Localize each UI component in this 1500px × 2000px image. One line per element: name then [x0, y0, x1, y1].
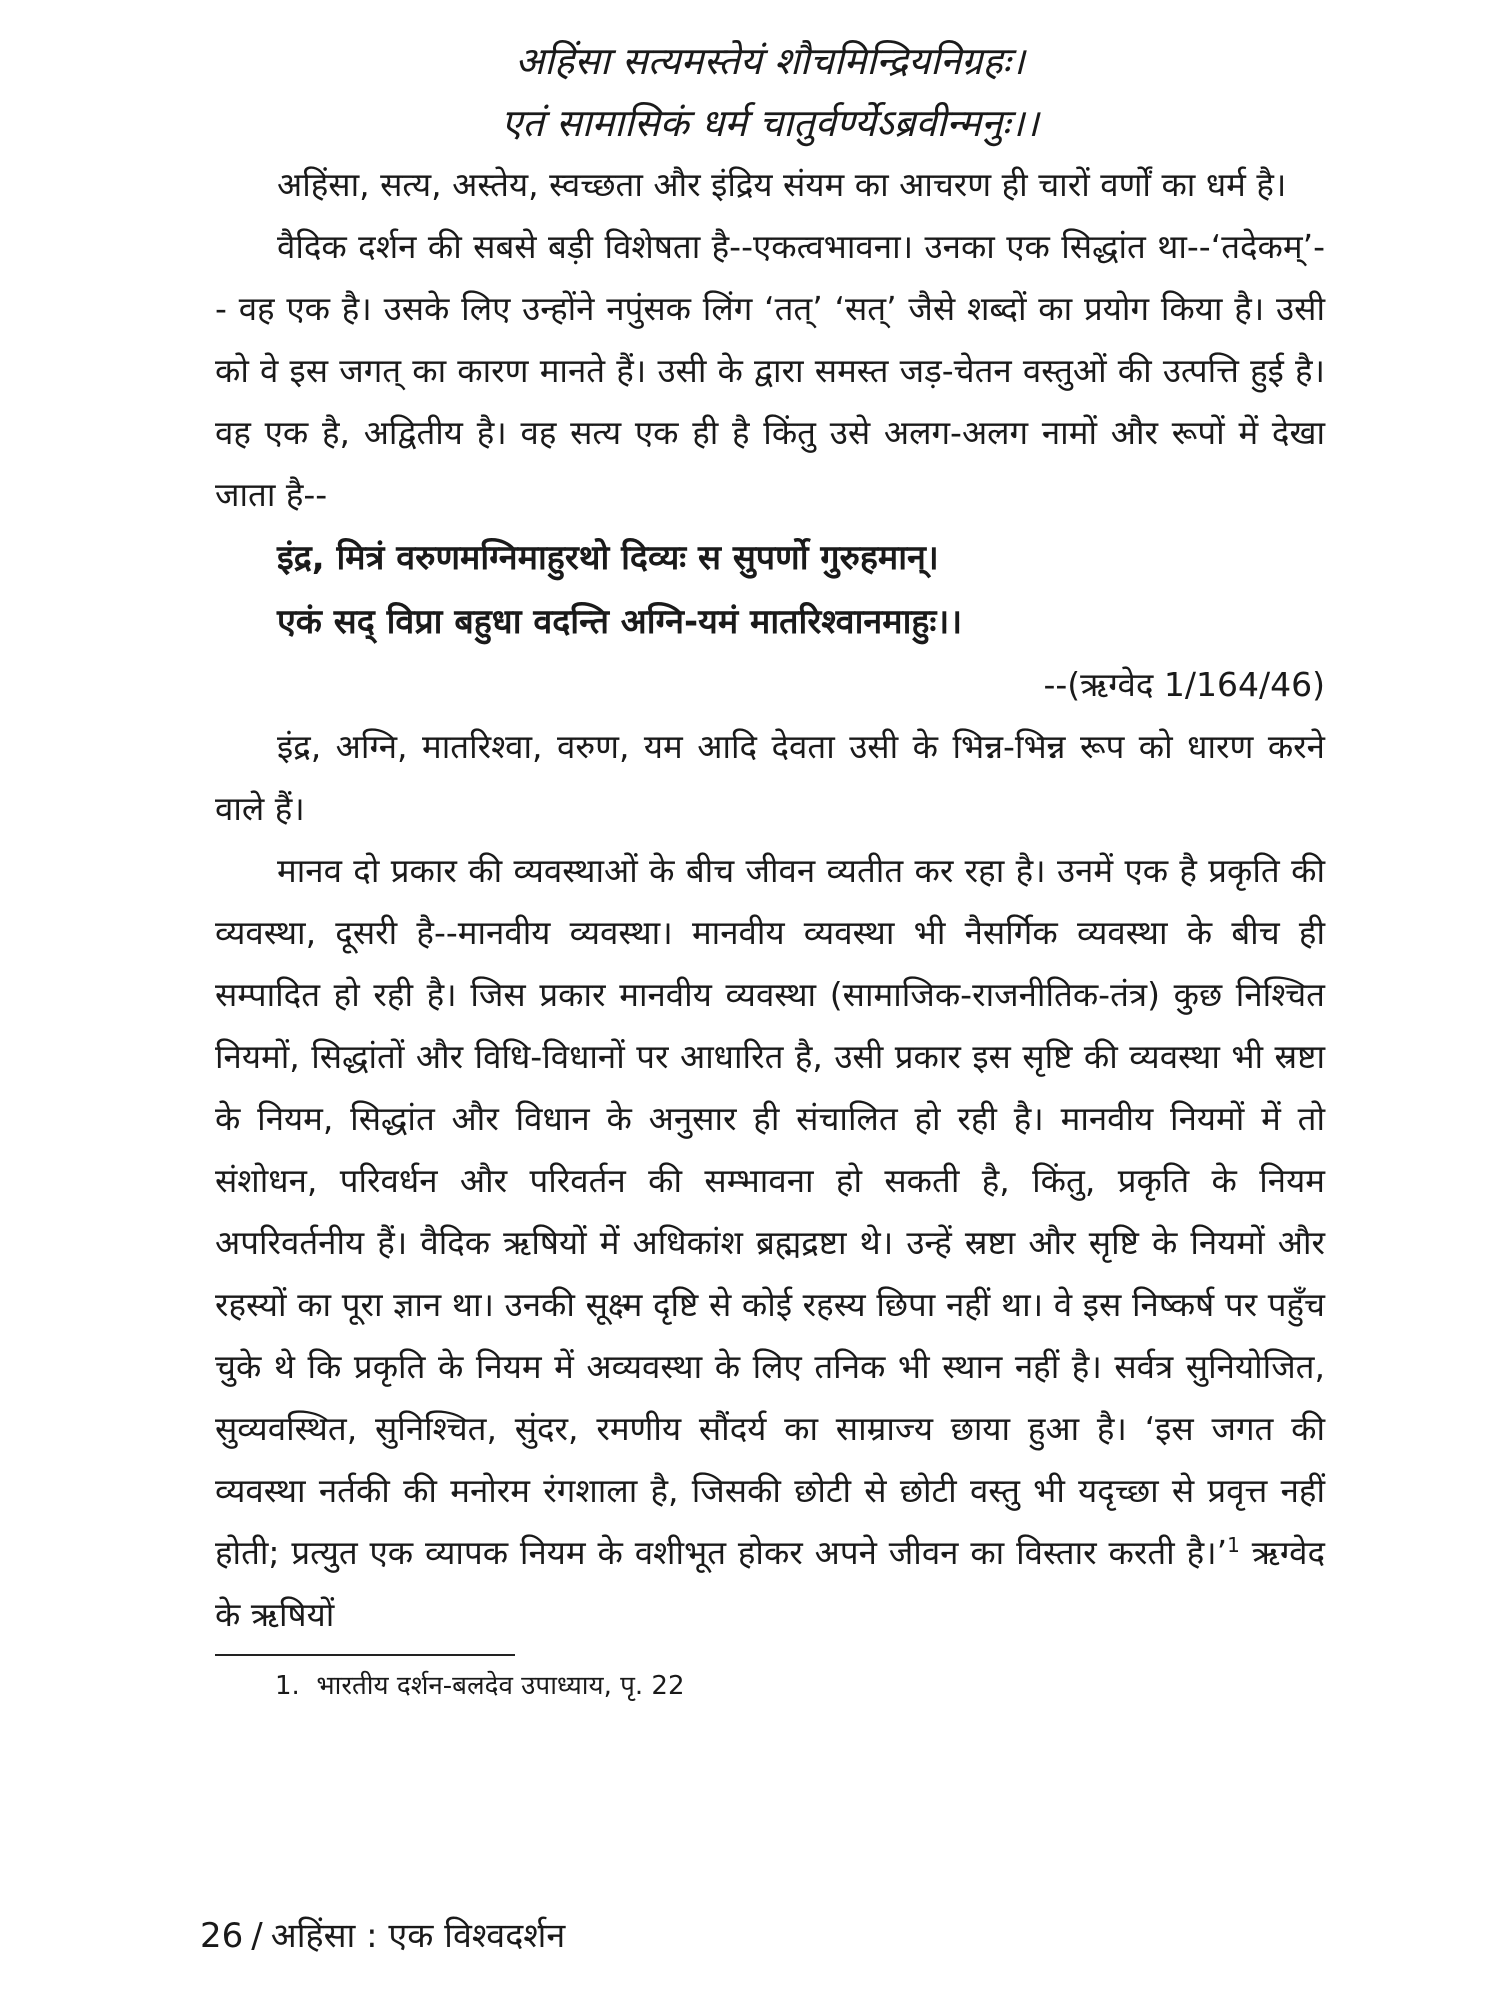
page-footer	[200, 1912, 565, 1960]
paragraph-4	[215, 840, 1325, 1646]
page-body	[215, 30, 1325, 1710]
paragraph-3: इंद्र, अग्नि, मातरिश्वा, वरुण, यम आदि देवता उसी के भिन्न-भिन्न रूप को धारण करने वाले हैं।	[215, 727, 1325, 828]
paragraph-1: अहिंसा, सत्य, अस्तेय, स्वच्छता और इंद्रिय संयम का आचरण ही चारों वर्णों का धर्म है।	[277, 165, 1287, 204]
sanskrit-verse-1-line-2: एतं सामासिकं धर्म चातुर्वर्ण्येऽब्रवीन्मनुः।।	[501, 101, 1039, 145]
footnote-text: भारतीय दर्शन-बलदेव उपाध्याय, पृ. 22	[316, 1671, 685, 1701]
paragraph-2: वैदिक दर्शन की सबसे बड़ी विशेषता है--एकत्वभावना। उनका एक सिद्धांत था--‘तदेकम्’-- वह एक है। उसके लिए उन्होंने नपुंसक लिंग ‘तत्’ ‘सत्’ जैसे शब्दों का प्रयोग किया है। उसी को वे इस जगत् का कारण मानते हैं। उसी के द्वारा समस्त जड़-चेतन वस्तुओं की उत्पत्ति हुई है। वह एक है, अद्वितीय है। वह सत्य एक ही है किंतु उसे अलग-अलग नामों और रूपों में देखा जाता है--	[215, 227, 1325, 514]
sanskrit-verse-2-line-1: इंद्र, मित्रं वरुणमग्निमाहुरथो दिव्यः स सुपर्णो गुरुहमान्।	[277, 538, 939, 578]
verse-citation: --(ऋग्वेद 1/164/46)	[1043, 665, 1325, 704]
footnote-reference: 1	[1227, 1533, 1240, 1557]
paragraph-4-text: मानव दो प्रकार की व्यवस्थाओं के बीच जीवन व्यतीत कर रहा है। उनमें एक है प्रकृति की व्यवस्था, दूसरी है--मानवीय व्यवस्था। मानवीय व्यवस्था भी नैसर्गिक व्यवस्था के बीच ही सम्पादित हो रही है। जिस प्रकार मानवीय व्यवस्था (सामाजिक-राजनीतिक-तंत्र) कुछ निश्चित नियमों, सिद्धांतों और विधि-विधानों पर आधारित है, उसी प्रकार इस सृष्टि की व्यवस्था भी स्रष्टा के नियम, सिद्धांत और विधान के अनुसार ही संचालित हो रही है। मानवीय नियमों में तो संशोधन, परिवर्धन और परिवर्तन की सम्भावना हो सकती है, किंतु, प्रकृति के नियम अपरिवर्तनीय हैं। वैदिक ऋषियों में अधिकांश ब्रह्मद्रष्टा थे। उन्हें स्रष्टा और सृष्टि के नियमों और रहस्यों का पूरा ज्ञान था। उनकी सूक्ष्म दृष्टि से कोई रहस्य छिपा नहीं था। वे इस निष्कर्ष पर पहुँच चुके थे कि प्रकृति के नियम में अव्यवस्था के लिए तनिक भी स्थान नहीं है। सर्वत्र सुनियोजित, सुव्यवस्थित, सुनिश्चित, सुंदर, रमणीय सौंदर्य का साम्राज्य छाया हुआ है। ‘इस जगत की व्यवस्था नर्तकी की मनोरम रंगशाला है, जिसकी छोटी से छोटी वस्तु भी यदृच्छा से प्रवृत्त नहीं होती; प्रत्युत एक व्यापक नियम के वशीभूत होकर अपने जीवन का विस्तार करती है।’	[215, 851, 1325, 1572]
footnote-number: 1.	[275, 1671, 300, 1701]
book-title: अहिंसा : एक विश्वदर्शन	[270, 1916, 566, 1956]
sanskrit-verse-1-line-1: अहिंसा सत्यमस्तेयं शौचमिन्द्रियनिग्रहः।	[515, 39, 1025, 83]
footnote-divider	[215, 1654, 515, 1656]
page-number: 26	[200, 1916, 244, 1956]
paragraph-4-tail: ऋग्वेद के ऋषियों	[215, 1533, 1325, 1634]
footer-separator: /	[251, 1916, 263, 1956]
footnote	[275, 1662, 1325, 1710]
sanskrit-verse-2-line-2: एकं सद् विप्रा बहुधा वदन्ति अग्नि-यमं मातरिश्वानमाहुः।।	[277, 602, 963, 642]
